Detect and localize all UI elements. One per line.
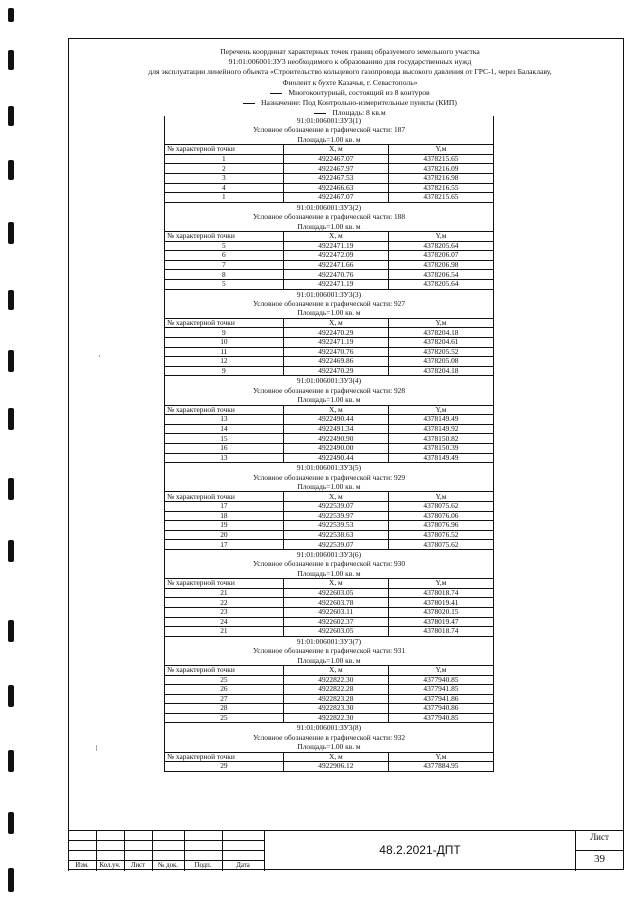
point-number-cell: 10: [165, 337, 284, 347]
point-number-cell: 2: [165, 164, 284, 174]
point-number-cell: 16: [165, 443, 284, 453]
point-number-cell: 25: [165, 713, 284, 723]
contour-area: Площадь=1.00 кв. м: [165, 482, 494, 492]
point-number-cell: 15: [165, 434, 284, 444]
point-number-cell: 11: [165, 347, 284, 357]
y-coordinate-cell: 4378018.74: [388, 627, 493, 637]
x-coordinate-cell: 4922823.30: [283, 704, 388, 714]
x-coordinate-cell: 4922490.90: [283, 434, 388, 444]
header-line: Площадь: 8 кв.м: [80, 108, 620, 118]
header-y: Y,м: [388, 492, 493, 502]
y-coordinate-cell: 4377941.85: [388, 685, 493, 695]
table-row: [165, 251, 494, 261]
contour-id: 91:01:006001:ЗУ3(7): [165, 636, 494, 646]
table-header-row: [165, 318, 494, 328]
header-line: для эксплуатации линейного объекта «Строительство кольцевого газопровода высокого давления от ГРС-1, через Балаклаву,: [148, 67, 552, 77]
table-row: [165, 154, 494, 164]
table-row: [165, 675, 494, 685]
contour-area-row: [165, 569, 494, 579]
table-header-row: [165, 752, 494, 762]
contour-legend: Условное обозначение в графической части: 929: [165, 473, 494, 482]
scan-dot: ·: [98, 352, 101, 361]
contour-id-row: [165, 463, 494, 473]
y-coordinate-cell: 4378204.18: [388, 366, 493, 376]
header-x: X, м: [283, 145, 388, 155]
y-coordinate-cell: 4378216.09: [388, 164, 493, 174]
table-row: [165, 279, 494, 289]
contour-legend: Условное обозначение в графической части: 931: [165, 646, 494, 655]
x-coordinate-cell: 4922539.07: [283, 540, 388, 550]
binder-mark: [8, 160, 14, 180]
y-coordinate-cell: 4378019.47: [388, 617, 493, 627]
contour-area-row: [165, 395, 494, 405]
table-row: [165, 260, 494, 270]
x-coordinate-cell: 4922603.05: [283, 627, 388, 637]
x-coordinate-cell: 4922539.97: [283, 511, 388, 521]
table-row: [165, 627, 494, 637]
y-coordinate-cell: 4378076.96: [388, 521, 493, 531]
header-x: X, м: [283, 492, 388, 502]
y-coordinate-cell: 4377940.85: [388, 713, 493, 723]
y-coordinate-cell: 4378206.98: [388, 260, 493, 270]
y-coordinate-cell: 4378075.62: [388, 540, 493, 550]
coordinates-table-body: [165, 116, 494, 771]
contour-id-row: [165, 116, 494, 125]
binder-mark: [8, 8, 14, 22]
header-line: Перечень координат характерных точек границ образуемого земельного участка: [220, 47, 480, 56]
header-y: Y,м: [388, 405, 493, 415]
point-number-cell: 1: [165, 154, 284, 164]
contour-id: 91:01:006001:ЗУ3(5): [165, 463, 494, 473]
x-coordinate-cell: 4922906.12: [283, 762, 388, 772]
contour-id-row: [165, 289, 494, 299]
table-row: [165, 193, 494, 203]
table-row: [165, 713, 494, 723]
contour-area: Площадь=1.00 кв. м: [165, 742, 494, 752]
point-number-cell: 21: [165, 627, 284, 637]
y-coordinate-cell: 4378076.52: [388, 530, 493, 540]
binder-mark: [8, 222, 14, 244]
table-row: [165, 521, 494, 531]
contour-legend: Условное обозначение в графической части: 187: [165, 125, 494, 134]
y-coordinate-cell: 4378075.62: [388, 501, 493, 511]
contour-id: 91:01:006001:ЗУ3(6): [165, 549, 494, 559]
contour-legend-row: [165, 733, 494, 742]
table-row: [165, 530, 494, 540]
binder-mark: [8, 868, 14, 892]
x-coordinate-cell: 4922471.19: [283, 279, 388, 289]
contour-area: Площадь=1.00 кв. м: [165, 308, 494, 318]
header-y: Y,м: [388, 318, 493, 328]
stamp-row-line: [68, 840, 264, 841]
x-coordinate-cell: 4922539.07: [283, 501, 388, 511]
stamp-divider: [264, 831, 265, 871]
y-coordinate-cell: 4378206.07: [388, 251, 493, 261]
y-coordinate-cell: 4377941.86: [388, 694, 493, 704]
table-header-row: [165, 492, 494, 502]
x-coordinate-cell: 4922467.53: [283, 174, 388, 184]
table-row: [165, 183, 494, 193]
header-y: Y,м: [388, 145, 493, 155]
point-number-cell: 8: [165, 270, 284, 280]
point-number-cell: 19: [165, 521, 284, 531]
y-coordinate-cell: 4378076.06: [388, 511, 493, 521]
point-number-cell: 9: [165, 328, 284, 338]
table-header-row: [165, 232, 494, 242]
coordinates-sheet: [164, 116, 494, 772]
header-point-number: № характерной точки: [165, 752, 284, 762]
y-coordinate-cell: 4378019.41: [388, 598, 493, 608]
y-coordinate-cell: 4378204.18: [388, 328, 493, 338]
contour-area-row: [165, 308, 494, 318]
table-row: [165, 443, 494, 453]
coordinates-table: [164, 116, 494, 772]
dash-mark: [243, 103, 255, 104]
table-header-row: [165, 405, 494, 415]
binder-mark: [8, 620, 14, 642]
contour-legend-row: [165, 299, 494, 308]
y-coordinate-cell: 4378205.52: [388, 347, 493, 357]
dash-mark: [314, 113, 326, 114]
x-coordinate-cell: 4922822.28: [283, 685, 388, 695]
x-coordinate-cell: 4922490.44: [283, 453, 388, 463]
x-coordinate-cell: 4922603.11: [283, 607, 388, 617]
table-row: [165, 164, 494, 174]
header-point-number: № характерной точки: [165, 318, 284, 328]
header-point-number: № характерной точки: [165, 145, 284, 155]
table-row: [165, 617, 494, 627]
y-coordinate-cell: 4378205.64: [388, 241, 493, 251]
y-coordinate-cell: 4378216.98: [388, 174, 493, 184]
contour-area-row: [165, 135, 494, 145]
table-row: [165, 328, 494, 338]
scan-tick: ǀ: [96, 744, 98, 753]
table-row: [165, 598, 494, 608]
y-coordinate-cell: 4378206.54: [388, 270, 493, 280]
y-coordinate-cell: 4378020.15: [388, 607, 493, 617]
stamp-label-list: Лист: [130, 862, 146, 869]
table-row: [165, 424, 494, 434]
contour-id-row: [165, 376, 494, 386]
y-coordinate-cell: 4378149.49: [388, 453, 493, 463]
contour-legend-row: [165, 646, 494, 655]
y-coordinate-cell: 4378150.82: [388, 434, 493, 444]
table-row: [165, 511, 494, 521]
table-row: [165, 685, 494, 695]
point-number-cell: 7: [165, 260, 284, 270]
contour-legend: Условное обозначение в графической части: 928: [165, 386, 494, 395]
header-line: Фиолент к бухте Казачья, г. Севастополь»: [282, 77, 418, 87]
y-coordinate-cell: 4378149.92: [388, 424, 493, 434]
sheet-number: 39: [594, 853, 605, 865]
table-row: [165, 174, 494, 184]
contour-area: Площадь=1.00 кв. м: [165, 135, 494, 145]
contour-legend-row: [165, 125, 494, 134]
contour-id-row: [165, 549, 494, 559]
stamp-label-date: Дата: [236, 862, 250, 869]
header-line: Многоконтурный, состоящий из 8 контуров: [80, 88, 620, 98]
x-coordinate-cell: 4922470.29: [283, 366, 388, 376]
contour-area-row: [165, 742, 494, 752]
contour-id: 91:01:006001:ЗУ3(1): [165, 116, 494, 125]
header-x: X, м: [283, 579, 388, 589]
binder-mark: [8, 290, 14, 310]
header-line: Назначение: Под Контрольно-измерительные пункты (КИП): [80, 98, 620, 108]
point-number-cell: 22: [165, 598, 284, 608]
y-coordinate-cell: 4377940.85: [388, 675, 493, 685]
contour-area: Площадь=1.00 кв. м: [165, 395, 494, 405]
table-row: [165, 415, 494, 425]
table-row: [165, 434, 494, 444]
point-number-cell: 12: [165, 357, 284, 367]
x-coordinate-cell: 4922490.00: [283, 443, 388, 453]
x-coordinate-cell: 4922822.30: [283, 675, 388, 685]
point-number-cell: 27: [165, 694, 284, 704]
y-coordinate-cell: 4378215.65: [388, 193, 493, 203]
x-coordinate-cell: 4922539.53: [283, 521, 388, 531]
table-header-row: [165, 579, 494, 589]
y-coordinate-cell: 4378205.64: [388, 279, 493, 289]
header-x: X, м: [283, 752, 388, 762]
table-header-row: [165, 145, 494, 155]
x-coordinate-cell: 4922471.19: [283, 337, 388, 347]
point-number-cell: 1: [165, 193, 284, 203]
contour-id-row: [165, 636, 494, 646]
contour-id: 91:01:006001:ЗУ3(8): [165, 723, 494, 733]
table-row: [165, 694, 494, 704]
y-coordinate-cell: 4378215.65: [388, 154, 493, 164]
binder-mark: [8, 478, 14, 500]
stamp-label-doc: № док.: [157, 862, 179, 869]
point-number-cell: 6: [165, 251, 284, 261]
table-row: [165, 453, 494, 463]
binder-mark: [8, 750, 14, 772]
x-coordinate-cell: 4922603.05: [283, 588, 388, 598]
contour-legend-row: [165, 559, 494, 568]
table-row: [165, 366, 494, 376]
header-point-number: № характерной точки: [165, 492, 284, 502]
point-number-cell: 4: [165, 183, 284, 193]
contour-legend: Условное обозначение в графической части: 932: [165, 733, 494, 742]
stamp-row-line: [575, 850, 624, 851]
point-number-cell: 9: [165, 366, 284, 376]
binder-mark: [8, 106, 14, 126]
x-coordinate-cell: 4922471.66: [283, 260, 388, 270]
contour-id: 91:01:006001:ЗУ3(4): [165, 376, 494, 386]
point-number-cell: 3: [165, 174, 284, 184]
document-code: 48.2.2021-ДПТ: [379, 843, 461, 857]
point-number-cell: 18: [165, 511, 284, 521]
contour-legend: Условное обозначение в графической части: 930: [165, 559, 494, 568]
stamp-label-izm: Изм.: [75, 862, 89, 869]
x-coordinate-cell: 4922603.78: [283, 598, 388, 608]
x-coordinate-cell: 4922467.07: [283, 193, 388, 203]
dash-mark: [270, 93, 282, 94]
x-coordinate-cell: 4922538.63: [283, 530, 388, 540]
contour-id: 91:01:006001:ЗУ3(2): [165, 202, 494, 212]
x-coordinate-cell: 4922471.19: [283, 241, 388, 251]
header-y: Y,м: [388, 232, 493, 242]
x-coordinate-cell: 4922472.09: [283, 251, 388, 261]
header-y: Y,м: [388, 579, 493, 589]
point-number-cell: 17: [165, 501, 284, 511]
contour-area-row: [165, 656, 494, 666]
contour-legend: Условное обозначение в графической части: 188: [165, 212, 494, 221]
binder-mark: [8, 50, 14, 70]
table-row: [165, 337, 494, 347]
table-row: [165, 241, 494, 251]
binder-mark: [8, 685, 14, 707]
point-number-cell: 23: [165, 607, 284, 617]
header-line: 91:01:006001:ЗУ3 необходимого к образованию для государственных нужд: [228, 57, 472, 67]
binder-mark: [8, 408, 14, 430]
x-coordinate-cell: 4922470.76: [283, 347, 388, 357]
binder-mark: [8, 540, 14, 562]
x-coordinate-cell: 4922491.34: [283, 424, 388, 434]
contour-legend: Условное обозначение в графической части: 927: [165, 299, 494, 308]
binder-mark: [8, 812, 14, 834]
header-point-number: № характерной точки: [165, 232, 284, 242]
point-number-cell: 21: [165, 588, 284, 598]
point-number-cell: 28: [165, 704, 284, 714]
table-row: [165, 704, 494, 714]
table-row: [165, 270, 494, 280]
point-number-cell: 26: [165, 685, 284, 695]
x-coordinate-cell: 4922470.29: [283, 328, 388, 338]
point-number-cell: 17: [165, 540, 284, 550]
x-coordinate-cell: 4922467.97: [283, 164, 388, 174]
y-coordinate-cell: 4378216.55: [388, 183, 493, 193]
point-number-cell: 25: [165, 675, 284, 685]
table-header-row: [165, 665, 494, 675]
y-coordinate-cell: 4378149.49: [388, 415, 493, 425]
y-coordinate-cell: 4377940.86: [388, 704, 493, 714]
header-x: X, м: [283, 318, 388, 328]
table-row: [165, 347, 494, 357]
header-x: X, м: [283, 405, 388, 415]
point-number-cell: 29: [165, 762, 284, 772]
stamp-label-kol-uch: Кол.уч.: [99, 862, 121, 869]
header-point-number: № характерной точки: [165, 405, 284, 415]
contour-id-row: [165, 202, 494, 212]
contour-legend-row: [165, 386, 494, 395]
contour-area-row: [165, 482, 494, 492]
header-x: X, м: [283, 665, 388, 675]
point-number-cell: 13: [165, 415, 284, 425]
x-coordinate-cell: 4922466.63: [283, 183, 388, 193]
contour-legend-row: [165, 212, 494, 221]
x-coordinate-cell: 4922469.86: [283, 357, 388, 367]
stamp-row-line: [68, 860, 264, 861]
x-coordinate-cell: 4922822.30: [283, 713, 388, 723]
header-point-number: № характерной точки: [165, 579, 284, 589]
point-number-cell: 5: [165, 241, 284, 251]
y-coordinate-cell: 4378205.08: [388, 357, 493, 367]
table-row: [165, 762, 494, 772]
header-y: Y,м: [388, 665, 493, 675]
contour-legend-row: [165, 473, 494, 482]
point-number-cell: 24: [165, 617, 284, 627]
point-number-cell: 13: [165, 453, 284, 463]
table-row: [165, 588, 494, 598]
table-row: [165, 540, 494, 550]
contour-area-row: [165, 222, 494, 232]
y-coordinate-cell: 4378018.74: [388, 588, 493, 598]
header-x: X, м: [283, 232, 388, 242]
contour-id: 91:01:006001:ЗУ3(3): [165, 289, 494, 299]
contour-area: Площадь=1.00 кв. м: [165, 569, 494, 579]
contour-id-row: [165, 723, 494, 733]
header-y: Y,м: [388, 752, 493, 762]
point-number-cell: 20: [165, 530, 284, 540]
header-point-number: № характерной точки: [165, 665, 284, 675]
x-coordinate-cell: 4922470.76: [283, 270, 388, 280]
x-coordinate-cell: 4922602.37: [283, 617, 388, 627]
stamp-row-line: [68, 850, 264, 851]
y-coordinate-cell: 4378204.61: [388, 337, 493, 347]
stamp-label-signature: Подп.: [194, 862, 212, 869]
table-row: [165, 501, 494, 511]
x-coordinate-cell: 4922823.28: [283, 694, 388, 704]
contour-area: Площадь=1.00 кв. м: [165, 222, 494, 232]
sheet-label: Лист: [590, 832, 609, 842]
document-header: [80, 47, 620, 118]
x-coordinate-cell: 4922467.07: [283, 154, 388, 164]
point-number-cell: 14: [165, 424, 284, 434]
table-row: [165, 357, 494, 367]
binder-mark: [8, 350, 14, 372]
y-coordinate-cell: 4377884.95: [388, 762, 493, 772]
y-coordinate-cell: 4378150.39: [388, 443, 493, 453]
table-row: [165, 607, 494, 617]
contour-area: Площадь=1.00 кв. м: [165, 656, 494, 666]
x-coordinate-cell: 4922490.44: [283, 415, 388, 425]
point-number-cell: 5: [165, 279, 284, 289]
